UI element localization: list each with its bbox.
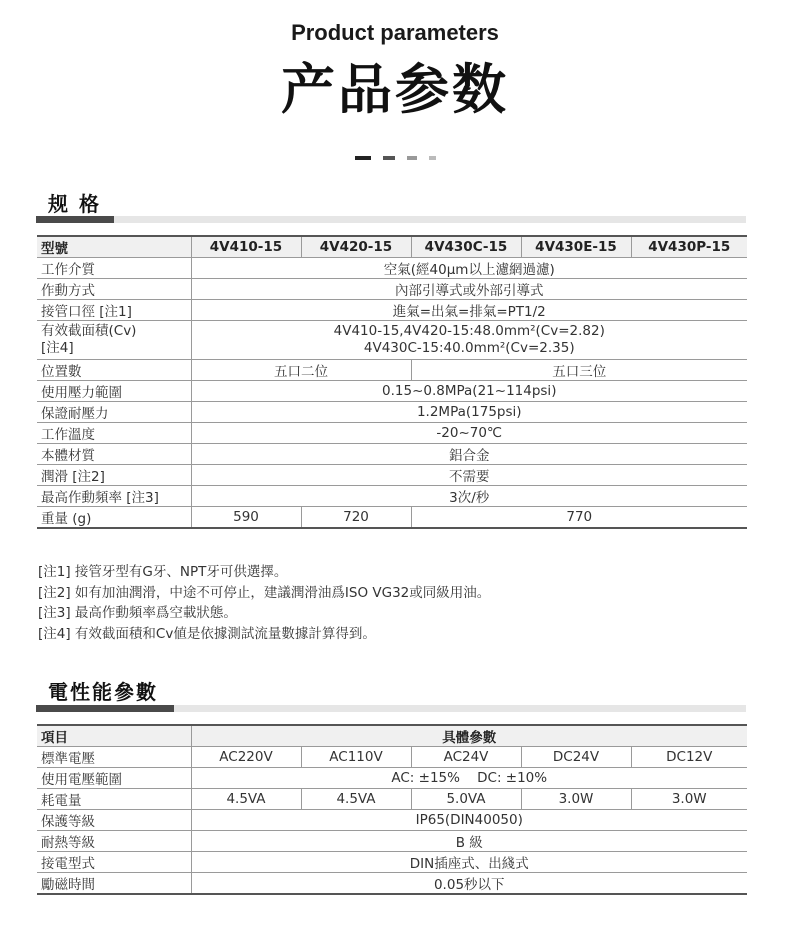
table-row xyxy=(37,279,747,300)
table-row xyxy=(37,465,747,486)
row-value: 五口三位 xyxy=(411,360,747,381)
row-value: AC: ±15% DC: ±10% xyxy=(191,768,747,789)
model-2: 4V420-15 xyxy=(301,236,411,258)
model-4: 4V430E-15 xyxy=(521,236,631,258)
row-label: 標準電壓 xyxy=(37,747,191,768)
row-label: 重量 (g) xyxy=(37,507,191,529)
row-value: 進氣=出氣=排氣=PT1/2 xyxy=(191,300,747,321)
row-value: IP65(DIN40050) xyxy=(191,810,747,831)
row-label: 使用電壓範圍 xyxy=(37,768,191,789)
table-row xyxy=(37,507,747,529)
row-value xyxy=(191,321,747,360)
row-value: 內部引導式或外部引導式 xyxy=(191,279,747,300)
row-value: 鋁合金 xyxy=(191,444,747,465)
notes xyxy=(38,562,490,644)
row-value: 3.0W xyxy=(631,789,747,810)
row-value: AC110V xyxy=(301,747,411,768)
table-row xyxy=(37,360,747,381)
table-row xyxy=(37,768,747,789)
row-label: 工作溫度 xyxy=(37,423,191,444)
row-value: 五口二位 xyxy=(191,360,411,381)
row-value: 空氣(經40μm以上濾網過濾) xyxy=(191,258,747,279)
table-row xyxy=(37,423,747,444)
row-label: 接管口徑 [注1] xyxy=(37,300,191,321)
row-value: AC24V xyxy=(411,747,521,768)
row-value: -20~70℃ xyxy=(191,423,747,444)
table-row xyxy=(37,300,747,321)
elec-table xyxy=(37,724,747,895)
row-label: 接電型式 xyxy=(37,852,191,873)
row-label: 工作介質 xyxy=(37,258,191,279)
row-value: DC12V xyxy=(631,747,747,768)
model-header: 型號 xyxy=(37,236,191,258)
elec-header-row xyxy=(37,725,747,747)
row-value: DIN插座式、出綫式 xyxy=(191,852,747,873)
params-header: 具體參數 xyxy=(191,725,747,747)
model-3: 4V430C-15 xyxy=(411,236,521,258)
row-value: 770 xyxy=(411,507,747,529)
row-label: 潤滑 [注2] xyxy=(37,465,191,486)
spec-section-bar xyxy=(36,216,746,223)
table-row xyxy=(37,486,747,507)
row-value: 3.0W xyxy=(521,789,631,810)
row-value: 720 xyxy=(301,507,411,529)
row-value: 590 xyxy=(191,507,301,529)
table-row xyxy=(37,402,747,423)
row-value: 不需要 xyxy=(191,465,747,486)
row-value: 5.0VA xyxy=(411,789,521,810)
row-value: 0.05秒以下 xyxy=(191,873,747,895)
elec-section-bar xyxy=(36,705,746,712)
row-label: 保護等級 xyxy=(37,810,191,831)
spec-table xyxy=(37,235,747,529)
table-row xyxy=(37,321,747,360)
row-label: 使用壓力範圍 xyxy=(37,381,191,402)
table-row xyxy=(37,258,747,279)
row-value: 0.15~0.8MPa(21~114psi) xyxy=(191,381,747,402)
row-label: 最高作動頻率 [注3] xyxy=(37,486,191,507)
decorative-dashes xyxy=(0,156,790,160)
row-value: AC220V xyxy=(191,747,301,768)
elec-section-title: 電性能參數 xyxy=(48,680,158,704)
row-value: 3次/秒 xyxy=(191,486,747,507)
model-1: 4V410-15 xyxy=(191,236,301,258)
row-label: 耐熱等級 xyxy=(37,831,191,852)
row-label-line1: 有效截面積(Cv) xyxy=(41,323,137,339)
note-1: [注1] 接管牙型有G牙、NPT牙可供選擇。 xyxy=(38,564,288,580)
row-label: 耗電量 xyxy=(37,789,191,810)
row-label: 本體材質 xyxy=(37,444,191,465)
row-label: 保證耐壓力 xyxy=(37,402,191,423)
row-label: 勵磁時間 xyxy=(37,873,191,895)
row-label: 作動方式 xyxy=(37,279,191,300)
row-value-line2: 4V430C-15:40.0mm²(Cv=2.35) xyxy=(363,340,575,356)
table-row xyxy=(37,381,747,402)
model-5: 4V430P-15 xyxy=(631,236,747,258)
title-english: Product parameters xyxy=(291,20,499,45)
row-label xyxy=(37,321,191,360)
row-value-line1: 4V410-15,4V420-15:48.0mm²(Cv=2.82) xyxy=(333,323,605,339)
spec-header-row xyxy=(37,236,747,258)
title-chinese: 产品参数 xyxy=(281,58,509,121)
note-3: [注3] 最高作動頻率爲空載狀態。 xyxy=(38,605,237,621)
table-row xyxy=(37,852,747,873)
note-4: [注4] 有效截面積和Cv値是依據測試流量數據計算得到。 xyxy=(38,625,376,642)
row-value: 1.2MPa(175psi) xyxy=(191,402,747,423)
row-value: B 級 xyxy=(191,831,747,852)
table-row xyxy=(37,873,747,895)
row-label: 位置數 xyxy=(37,360,191,381)
spec-section-title: 规 格 xyxy=(48,192,101,216)
table-row xyxy=(37,831,747,852)
row-label-line2: [注4] xyxy=(41,340,74,356)
row-value: 4.5VA xyxy=(301,789,411,810)
note-2: [注2] 如有加油潤滑，中途不可停止，建議潤滑油爲ISO VG32或同級用油。 xyxy=(38,584,491,601)
row-value: 4.5VA xyxy=(191,789,301,810)
table-row xyxy=(37,747,747,768)
item-header: 項目 xyxy=(37,725,191,747)
table-row xyxy=(37,789,747,810)
table-row xyxy=(37,444,747,465)
table-row xyxy=(37,810,747,831)
row-value: DC24V xyxy=(521,747,631,768)
